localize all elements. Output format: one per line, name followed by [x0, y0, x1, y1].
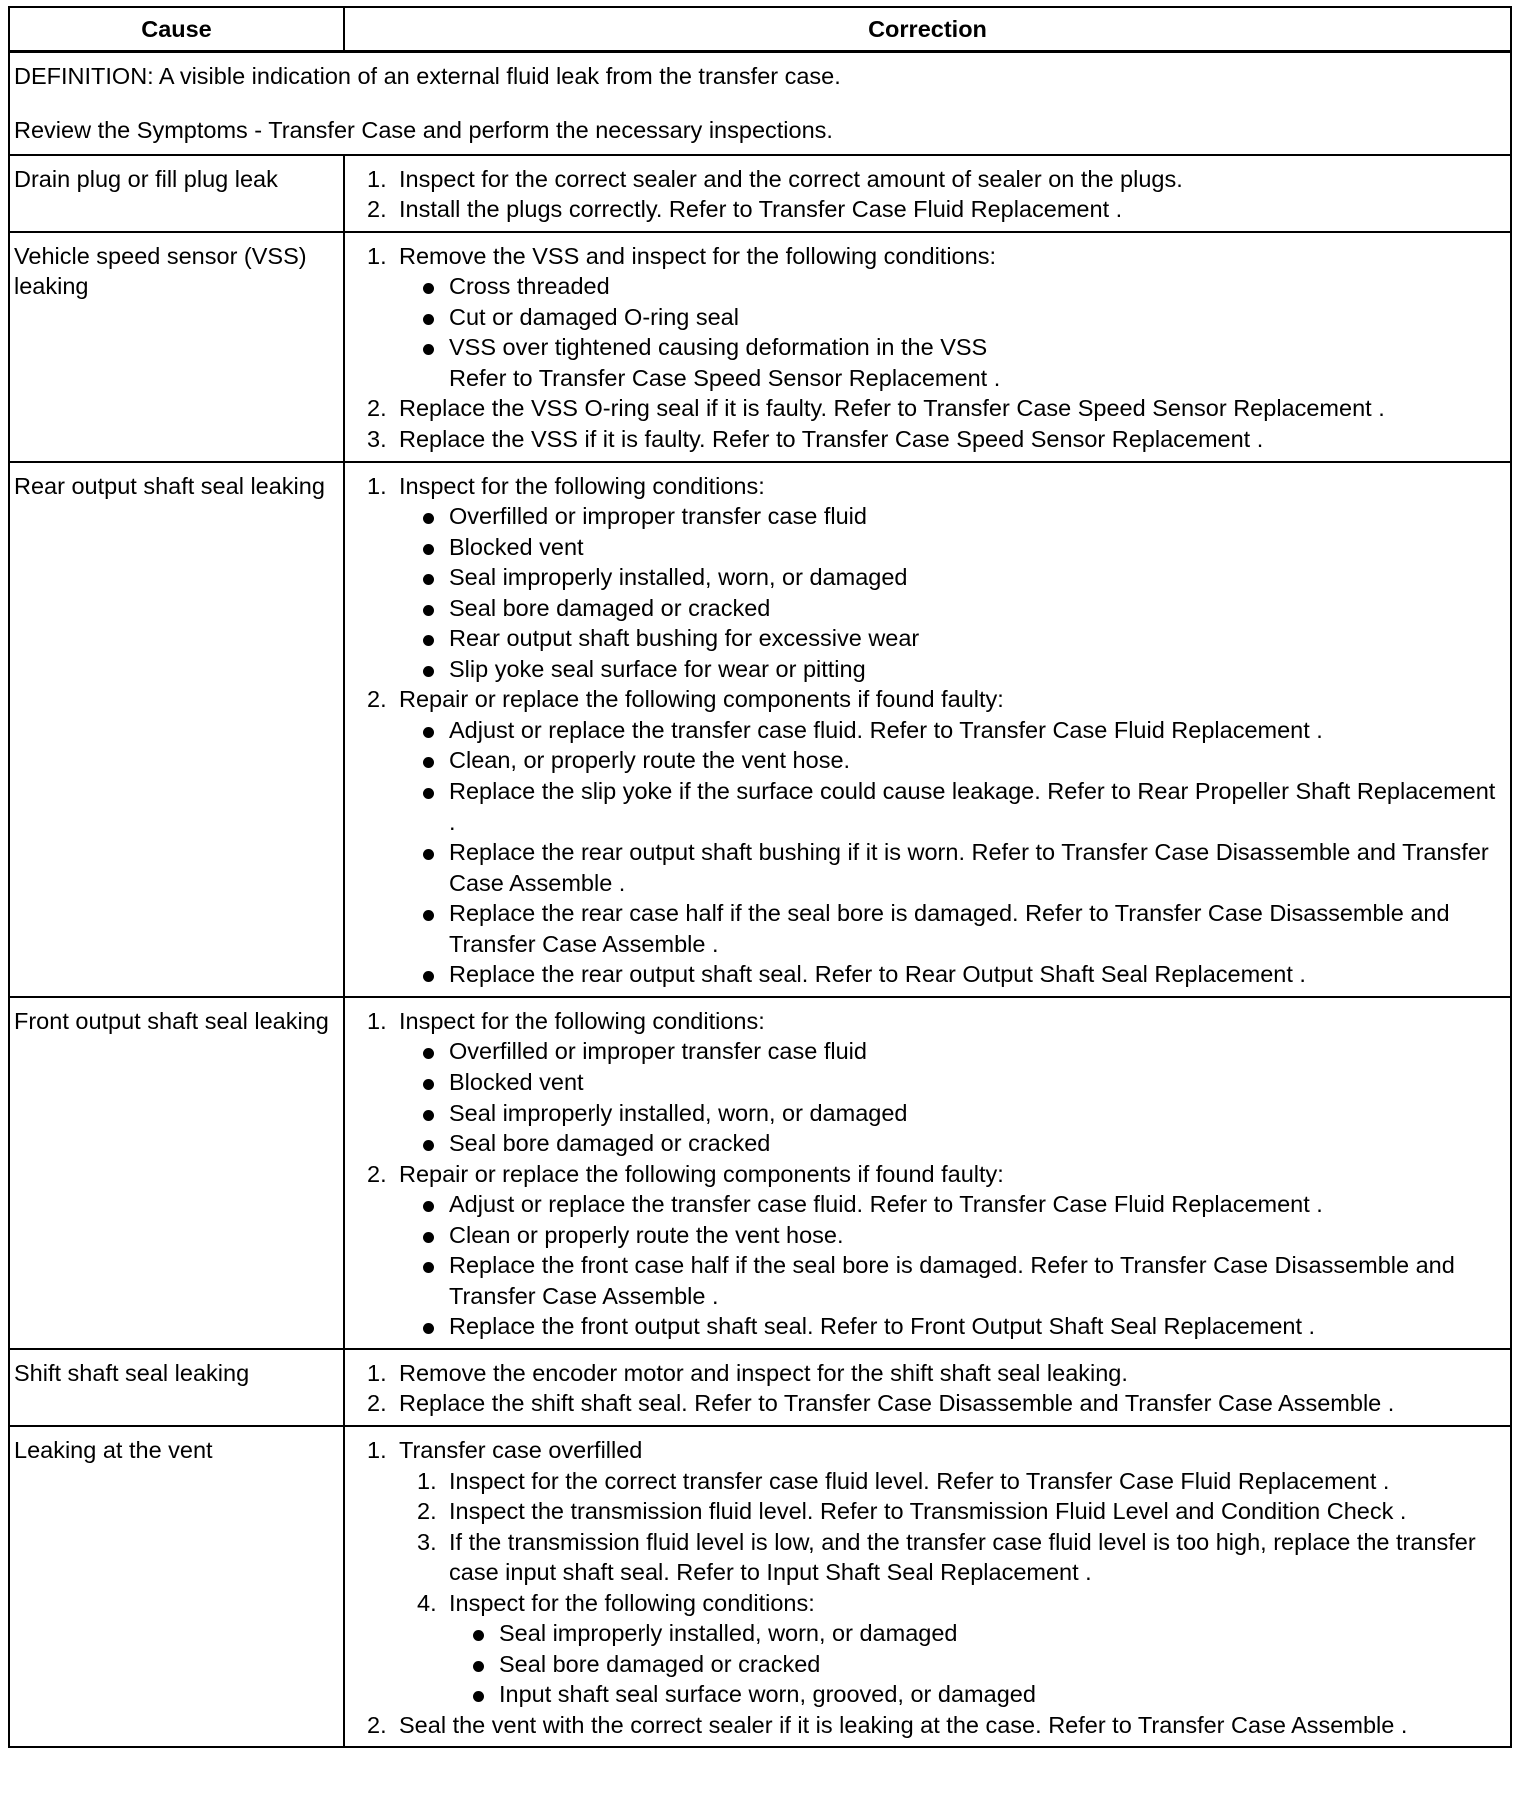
bullet-text: Adjust or replace the transfer case fluid. Refer to Transfer Case Fluid Replacement . — [449, 1191, 1323, 1218]
bullet-item — [399, 271, 1504, 302]
bullet-text: Input shaft seal surface worn, grooved, or damaged — [499, 1681, 1036, 1708]
bullet-text: Seal bore damaged or cracked — [449, 594, 771, 621]
step-text: Replace the VSS O-ring seal if it is faulty. Refer to Transfer Case Speed Sensor Replacement . — [399, 395, 1385, 422]
bullet-item — [399, 776, 1504, 837]
step-text: Repair or replace the following components if found faulty: — [399, 1160, 1004, 1187]
substep-item — [399, 1496, 1504, 1527]
bullet-item — [399, 1128, 1504, 1159]
substep-item — [399, 1588, 1504, 1710]
cause-cell: Leaking at the vent — [9, 1426, 344, 1747]
step-list — [349, 471, 1504, 990]
bullet-text: Rear output shaft bushing for excessive wear — [449, 625, 920, 652]
step-item — [349, 194, 1504, 225]
step-list — [349, 1358, 1504, 1419]
bullet-text: Blocked vent — [449, 1068, 584, 1095]
step-text: Seal the vent with the correct sealer if it is leaking at the case. Refer to Transfer Case Assemble . — [399, 1711, 1408, 1738]
cause-row — [9, 1349, 1511, 1426]
bullet-text: Replace the front case half if the seal bore is damaged. Refer to Transfer Case Disassemble and Transfer Case Assemble . — [449, 1252, 1455, 1309]
bullet-text: Seal improperly installed, worn, or damaged — [449, 564, 908, 591]
bullet-list — [399, 271, 1504, 393]
definition-row — [9, 51, 1511, 155]
correction-cell — [344, 462, 1511, 997]
bullet-item — [399, 501, 1504, 532]
bullet-item — [399, 593, 1504, 624]
cause-cell: Front output shaft seal leaking — [9, 997, 344, 1349]
cause-cell: Shift shaft seal leaking — [9, 1349, 344, 1426]
bullet-text: Slip yoke seal surface for wear or pitting — [449, 655, 866, 682]
step-text: Remove the VSS and inspect for the following conditions: — [399, 242, 996, 269]
step-text: Transfer case overfilled — [399, 1436, 643, 1463]
bullet-text: Overfilled or improper transfer case fluid — [449, 503, 867, 530]
bullet-item — [399, 898, 1504, 959]
step-list — [349, 164, 1504, 225]
step-item — [349, 393, 1504, 424]
bullet-item — [399, 715, 1504, 746]
bullet-item — [399, 1250, 1504, 1311]
bullet-item — [399, 837, 1504, 898]
correction-cell — [344, 155, 1511, 232]
bullet-list — [399, 1036, 1504, 1158]
substep-list — [399, 1466, 1504, 1710]
step-list — [349, 1006, 1504, 1342]
step-item — [349, 1388, 1504, 1419]
cause-header: Cause — [9, 7, 344, 51]
substep-text: Inspect for the correct transfer case fluid level. Refer to Transfer Case Fluid Replacement . — [449, 1467, 1390, 1494]
step-list — [349, 1435, 1504, 1740]
step-item — [349, 471, 1504, 685]
substep-text: If the transmission fluid level is low, and the transfer case fluid level is too high, replace the transfer case input shaft seal. Refer to Input Shaft Seal Replacement . — [449, 1528, 1476, 1586]
bullet-text: Clean or properly route the vent hose. — [449, 1221, 844, 1248]
bullet-item — [449, 1618, 1504, 1649]
step-item — [349, 1358, 1504, 1389]
bullet-list — [449, 1618, 1504, 1710]
definition-cell — [9, 51, 1511, 155]
bullet-item — [399, 1036, 1504, 1067]
bullet-text: Seal bore damaged or cracked — [449, 1130, 771, 1157]
bullet-text: Clean, or properly route the vent hose. — [449, 747, 851, 774]
bullet-item — [399, 654, 1504, 685]
step-item — [349, 241, 1504, 394]
step-item — [349, 1710, 1504, 1741]
step-text: Inspect for the correct sealer and the correct amount of sealer on the plugs. — [399, 165, 1183, 192]
bullet-item — [399, 532, 1504, 563]
bullet-text: Replace the rear case half if the seal bore is damaged. Refer to Transfer Case Disassemble and Transfer Case Assemble . — [449, 900, 1450, 957]
correction-cell — [344, 997, 1511, 1349]
bullet-item — [399, 1311, 1504, 1342]
bullet-text: Adjust or replace the transfer case fluid. Refer to Transfer Case Fluid Replacement . — [449, 716, 1323, 743]
bullet-text: VSS over tightened causing deformation in the VSS Refer to Transfer Case Speed Sensor Replacement . — [449, 334, 1001, 391]
bullet-item — [399, 562, 1504, 593]
bullet-text: Replace the rear output shaft bushing if it is worn. Refer to Transfer Case Disassemble and Transfer Case Assemble . — [449, 839, 1489, 896]
bullet-text: Replace the rear output shaft seal. Refer to Rear Output Shaft Seal Replacement . — [449, 961, 1306, 988]
bullet-text: Replace the slip yoke if the surface could cause leakage. Refer to Rear Propeller Shaft Replacement . — [449, 778, 1496, 835]
cause-row — [9, 997, 1511, 1349]
bullet-item — [399, 623, 1504, 654]
step-item — [349, 1006, 1504, 1159]
substep-text: Inspect for the following conditions: — [449, 1589, 815, 1616]
cause-cell: Vehicle speed sensor (VSS) leaking — [9, 232, 344, 462]
bullet-item — [399, 1098, 1504, 1129]
substep-text: Inspect the transmission fluid level. Refer to Transmission Fluid Level and Condition Check . — [449, 1498, 1407, 1525]
bullet-text: Cut or damaged O-ring seal — [449, 303, 739, 330]
bullet-text: Replace the front output shaft seal. Refer to Front Output Shaft Seal Replacement . — [449, 1313, 1316, 1340]
step-text: Replace the VSS if it is faulty. Refer to Transfer Case Speed Sensor Replacement . — [399, 426, 1264, 453]
bullet-item — [399, 1189, 1504, 1220]
bullet-item — [399, 1067, 1504, 1098]
step-text: Remove the encoder motor and inspect for the shift shaft seal leaking. — [399, 1359, 1128, 1386]
bullet-item — [399, 302, 1504, 333]
bullet-item — [399, 332, 1504, 393]
bullet-text: Cross threaded — [449, 273, 610, 300]
bullet-text: Seal bore damaged or cracked — [499, 1650, 821, 1677]
header-row — [9, 7, 1511, 51]
bullet-item — [399, 745, 1504, 776]
diagnostic-table — [8, 6, 1512, 1748]
bullet-text: Seal improperly installed, worn, or damaged — [449, 1099, 908, 1126]
cause-row — [9, 462, 1511, 997]
substep-item — [399, 1527, 1504, 1588]
bullet-item — [449, 1679, 1504, 1710]
bullet-text: Seal improperly installed, worn, or damaged — [499, 1620, 958, 1647]
bullet-item — [399, 959, 1504, 990]
bullet-item — [399, 1220, 1504, 1251]
step-item — [349, 164, 1504, 195]
substep-item — [399, 1466, 1504, 1497]
cause-row — [9, 155, 1511, 232]
step-item — [349, 684, 1504, 989]
step-text: Repair or replace the following components if found faulty: — [399, 686, 1004, 713]
correction-cell — [344, 232, 1511, 462]
cause-cell: Rear output shaft seal leaking — [9, 462, 344, 997]
cause-row — [9, 1426, 1511, 1747]
step-text: Inspect for the following conditions: — [399, 472, 765, 499]
cause-row — [9, 232, 1511, 462]
bullet-text: Blocked vent — [449, 533, 584, 560]
step-text: Inspect for the following conditions: — [399, 1007, 765, 1034]
step-item — [349, 1159, 1504, 1342]
step-item — [349, 424, 1504, 455]
definition-text: DEFINITION: A visible indication of an external fluid leak from the transfer case. — [14, 62, 841, 89]
step-text: Install the plugs correctly. Refer to Transfer Case Fluid Replacement . — [399, 196, 1123, 223]
bullet-list — [399, 715, 1504, 990]
correction-cell — [344, 1426, 1511, 1747]
review-symptoms-text: Review the Symptoms - Transfer Case and perform the necessary inspections. — [14, 117, 833, 144]
step-list — [349, 241, 1504, 455]
correction-header: Correction — [344, 7, 1511, 51]
cause-cell: Drain plug or fill plug leak — [9, 155, 344, 232]
bullet-list — [399, 1189, 1504, 1342]
bullet-text: Overfilled or improper transfer case fluid — [449, 1038, 867, 1065]
step-item — [349, 1435, 1504, 1710]
bullet-item — [449, 1649, 1504, 1680]
step-text: Replace the shift shaft seal. Refer to Transfer Case Disassemble and Transfer Case Assemble . — [399, 1390, 1395, 1417]
bullet-list — [399, 501, 1504, 684]
correction-cell — [344, 1349, 1511, 1426]
